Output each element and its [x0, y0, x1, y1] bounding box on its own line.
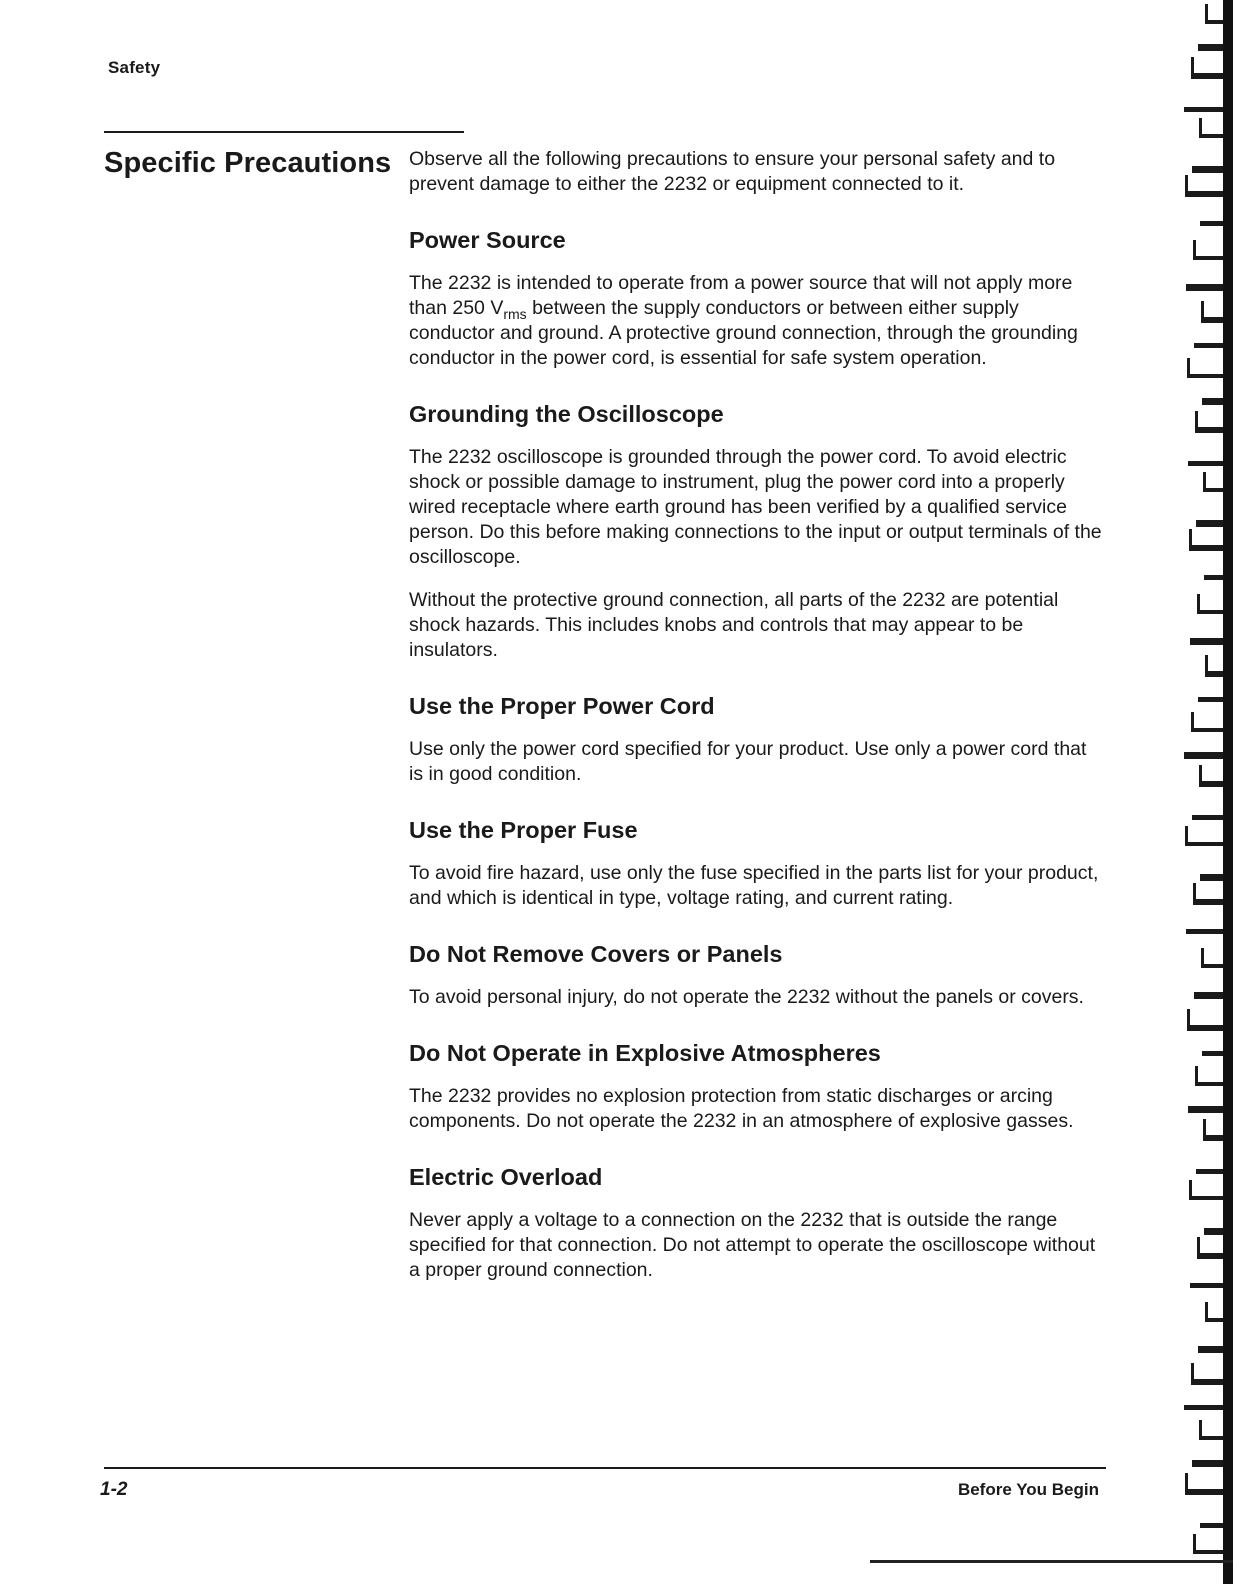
power-source-paragraph [409, 271, 1104, 371]
intro-paragraph: Observe all the following precautions to ensure your personal safety and to prevent damage to either the 2232 or equipment connected to it. [409, 148, 1056, 195]
power-source-text-after: between the supply conductors or between either supply conductor and ground. A protective ground connection, through the grounding conductor in the power cord, is essential for safe system operation. [409, 297, 1078, 369]
explosive-section [409, 1038, 1104, 1134]
power-cord-paragraph: Use only the power cord specified for your product. Use only a power cord that is in good condition. [409, 738, 1087, 785]
tab-mark [1204, 575, 1223, 580]
grounding-section [409, 399, 1104, 663]
tab-mark [1191, 1363, 1223, 1385]
fuse-heading: Use the Proper Fuse [409, 817, 638, 843]
tab-mark [1192, 815, 1223, 820]
tab-mark [1187, 1009, 1223, 1031]
fuse-paragraph: To avoid fire hazard, use only the fuse specified in the parts list for your product, and which is identical in type, voltage rating, and current rating. [409, 862, 1099, 909]
tab-mark [1196, 520, 1223, 527]
tab-mark [1185, 1473, 1223, 1495]
explosive-paragraph: The 2232 provides no explosion protection from static discharges or arcing components. Do not operate the 2232 in an atmosphere of explosive gasses. [409, 1085, 1074, 1132]
tab-mark [1197, 594, 1223, 614]
running-head: Safety [108, 58, 161, 77]
explosive-heading: Do Not Operate in Explosive Atmospheres [409, 1040, 881, 1066]
power-source-section [409, 225, 1104, 371]
grounding-heading: Grounding the Oscilloscope [409, 401, 724, 427]
tab-mark [1199, 118, 1223, 138]
tab-mark [1185, 175, 1223, 197]
tab-mark [1186, 284, 1223, 291]
tab-mark [1198, 44, 1223, 51]
tab-mark [1196, 1169, 1223, 1174]
tab-mark [1184, 107, 1223, 112]
tab-mark [1205, 1302, 1223, 1322]
tab-mark [1199, 765, 1223, 787]
binding-edge-tabs [1163, 0, 1233, 1584]
rms-subscript: rms [503, 305, 527, 322]
chapter-title: Before You Begin [957, 1480, 1099, 1499]
tab-mark [1193, 883, 1223, 905]
tab-mark [1191, 57, 1223, 79]
tab-mark [1205, 4, 1223, 24]
tab-mark [1198, 1346, 1223, 1353]
header-rule [104, 131, 464, 133]
tab-mark [1201, 948, 1223, 968]
tab-mark [1193, 240, 1223, 260]
tab-mark [1203, 472, 1223, 492]
tab-mark [1195, 1066, 1223, 1086]
tab-mark [1200, 1523, 1223, 1528]
overload-section [409, 1162, 1104, 1283]
content-column [409, 147, 1104, 1301]
covers-paragraph: To avoid personal injury, do not operate the 2232 without the panels or covers. [409, 986, 1084, 1008]
tab-mark [1198, 697, 1223, 702]
tab-mark [1184, 752, 1223, 759]
grounding-paragraph-2: Without the protective ground connection, all parts of the 2232 are potential shock hazards. This includes knobs and controls that may appear to be insulators. [409, 589, 1059, 661]
page-bottom-edge [870, 1560, 1233, 1563]
tab-mark [1199, 1420, 1223, 1440]
tab-mark [1205, 655, 1223, 677]
fuse-section [409, 815, 1104, 911]
tab-mark [1190, 1283, 1223, 1288]
tab-mark [1188, 461, 1223, 466]
power-cord-heading: Use the Proper Power Cord [409, 693, 715, 719]
tab-mark [1184, 1405, 1223, 1410]
tab-mark [1189, 1180, 1223, 1200]
tab-mark [1202, 1051, 1223, 1056]
overload-heading: Electric Overload [409, 1164, 603, 1190]
tab-mark [1190, 638, 1223, 645]
tab-mark [1194, 992, 1223, 999]
tab-mark [1187, 358, 1223, 378]
tab-mark [1200, 874, 1223, 881]
tab-mark [1197, 1237, 1223, 1259]
tab-mark [1193, 1534, 1223, 1554]
tab-mark [1185, 826, 1223, 846]
tab-mark [1202, 398, 1223, 405]
tab-mark [1192, 166, 1223, 173]
tab-mark [1188, 1106, 1223, 1113]
section-title: Specific Precautions [104, 147, 392, 179]
tab-mark [1192, 1460, 1223, 1467]
page-number: 1-2 [100, 1479, 128, 1500]
tab-mark [1186, 929, 1223, 934]
tab-mark [1189, 529, 1223, 551]
tab-mark [1191, 712, 1223, 732]
covers-section [409, 939, 1104, 1010]
covers-heading: Do Not Remove Covers or Panels [409, 941, 783, 967]
tab-mark [1195, 411, 1223, 433]
power-source-heading: Power Source [409, 227, 566, 253]
overload-paragraph: Never apply a voltage to a connection on the 2232 that is outside the range specified for that connection. Do not attempt to operate the oscilloscope without a proper ground connection. [409, 1209, 1096, 1281]
tab-mark [1201, 301, 1223, 323]
power-source-text-before: The 2232 is intended to operate from a power source that will not apply more than 250 V [409, 272, 1073, 319]
tab-mark [1200, 221, 1223, 226]
tab-mark [1194, 343, 1223, 348]
tab-mark [1203, 1119, 1223, 1141]
grounding-paragraph-1: The 2232 oscilloscope is grounded through the power cord. To avoid electric shock or possible damage to instrument, plug the power cord into a properly wired receptacle where earth ground has been verified by a qualified service person. Do this before making connections to the input or output terminals of the oscilloscope. [409, 446, 1102, 568]
footer-rule [104, 1467, 1106, 1469]
power-cord-section [409, 691, 1104, 787]
tab-mark [1204, 1228, 1223, 1235]
